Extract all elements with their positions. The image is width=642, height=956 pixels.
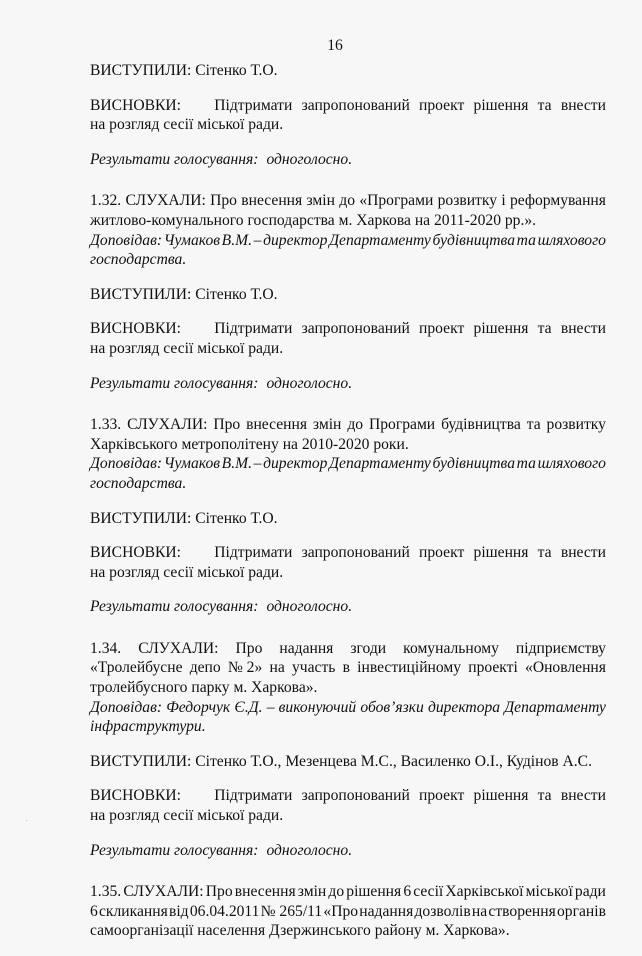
word: рішення [473,787,529,805]
word: обов’язки [360,698,424,716]
heard-text [90,639,606,698]
item-1-33 [90,415,606,617]
vote-value: одноголосно. [266,374,353,392]
justified-line [90,415,606,435]
word: ради [574,883,606,901]
word: проект [419,787,465,805]
word: інвестиційному [357,659,462,677]
word: запропонований [301,96,410,114]
word: 6 [403,883,412,901]
word: – [266,698,275,716]
word: проект [419,544,465,562]
word: Доповідав: [90,455,163,473]
spoke-line: ВИСТУПИЛИ: Сітенко Т.О. [90,62,278,79]
conclusion-first-line [90,786,606,806]
word: шляхового [537,455,606,473]
justified-line [90,231,606,251]
conclusion-rest: на розгляд сесії міської ради. [90,116,284,134]
item-1-35 [90,882,606,941]
spoke-line: ВИСТУПИЛИ: Сітенко Т.О. [90,509,278,527]
word: директор [263,231,328,249]
word: Доповідав: [90,231,163,249]
page-number: 16 [327,37,343,54]
vote-label: Результати голосування: [90,374,259,392]
word: змін [312,416,342,434]
word: запропонований [301,320,410,338]
heard-text [90,882,606,941]
justified-line [90,902,606,922]
item-1-32 [90,191,606,393]
word: СЛУХАЛИ: [125,192,206,210]
word: Програми [368,416,436,434]
item-1-34 [90,639,606,860]
word: Підтримати [214,96,293,114]
word: 1.33. [90,416,122,434]
word: до [328,883,345,901]
word: змін [306,192,335,210]
vote-result [90,841,606,861]
word: запропонований [301,787,410,805]
word: депо [189,659,221,677]
word: будівництва [441,416,521,434]
word: скликання [99,902,168,920]
word: Департаменту [504,698,606,716]
word: на [471,902,488,920]
word: реформування [509,192,606,210]
word: участь [291,659,336,677]
justified-line [90,658,606,678]
word: СЛУХАЛИ: [127,416,208,434]
word: Є.Д. [234,698,263,716]
word: розвитку [437,192,498,210]
reporter-text [90,454,606,493]
word: в [342,659,350,677]
word: змін [297,883,327,901]
word: запропонований [301,544,410,562]
word: В.М. [221,231,252,249]
conclusion-rest: на розгляд сесії міської ради. [90,339,284,357]
word: 6 [90,902,98,920]
conclusion-rest: на розгляд сесії міської ради. [90,807,284,825]
word: рішення [473,96,529,114]
word: надання [359,902,414,920]
scan-speck [26,820,27,821]
word: від [168,902,189,920]
word: рішення [473,320,529,338]
word: Про [210,192,237,210]
conclusion [90,96,606,135]
word: Підтримати [214,320,293,338]
word: та [537,787,552,805]
reporter-text [90,231,606,270]
word: проект [419,96,465,114]
word: 06.04.2011 [189,902,260,920]
word: розвитку [546,416,606,434]
text-line: тролейбусного парку м. Харкова». [90,679,318,697]
word: комунальному [403,639,499,657]
word: згоди [350,639,387,657]
word: до [339,192,356,210]
word: № 2» [227,659,263,677]
item-1-31-tail [90,61,606,169]
document-body [90,61,606,956]
word: рішення [473,544,529,562]
word: Чумаков [163,455,221,473]
vote-label: Результати голосування: [90,841,259,859]
word: 1.35. [90,883,122,901]
word: до [347,416,364,434]
word: внесення [234,883,296,901]
conclusion-label: ВИСНОВКИ: [90,320,181,338]
justified-line [90,698,606,718]
word: Федорчук [166,698,231,716]
word: внести [560,544,606,562]
word: Департаменту [329,231,431,249]
word: 1.34. [90,639,122,657]
justified-line [90,191,606,211]
word: «Тролейбусне [90,659,183,677]
conclusion [90,786,606,825]
word: органів [557,902,606,920]
heard-text [90,191,606,230]
item-heading [90,415,606,493]
spoke-line: ВИСТУПИЛИ: Сітенко Т.О., Мезенцева М.С., Василенко О.І., Кудінов А.С. [90,752,592,770]
word: виконуючий [278,698,357,716]
spoke-line: ВИСТУПИЛИ: Сітенко Т.О. [90,285,278,303]
conclusion [90,319,606,358]
word: та [537,544,552,562]
vote-result [90,150,606,170]
justified-line [90,882,606,902]
word: на [269,659,285,677]
word: внести [560,96,606,114]
word: внести [560,787,606,805]
word: внесення [246,416,308,434]
item-heading [90,191,606,269]
word: і [501,192,506,210]
item-heading [90,882,606,941]
heard-text [90,415,606,454]
word: підприємству [515,639,606,657]
word: та [526,416,541,434]
word: Харківської [445,883,524,901]
word: та [537,96,552,114]
word: та [516,231,536,249]
conclusion-first-line [90,96,606,116]
justified-line [90,639,606,659]
word: – [253,231,262,249]
vote-value: одноголосно. [266,598,353,616]
word: Про [235,639,263,657]
word: 1.32. [90,192,122,210]
text-line: інфраструктури. [90,718,206,736]
vote-label: Результати голосування: [90,598,259,616]
word: Підтримати [214,787,293,805]
text-line: господарства. [90,474,187,492]
text-line: Харківського метрополітену на 2010-2020 роки. [90,435,409,453]
vote-value: одноголосно. [266,841,353,859]
word: СЛУХАЛИ: [138,639,219,657]
text-line: господарства. [90,251,187,269]
word: проекті [468,659,518,677]
word: директора [427,698,501,716]
word: внесення [241,192,303,210]
word: «Про [323,902,359,920]
conclusion-first-line [90,319,606,339]
word: В.М. [221,455,252,473]
text-line: самоорганізації населення Дзержинського району м. Харкова». [90,922,510,940]
word: Про [205,883,233,901]
word: Про [213,416,241,434]
word: внести [560,320,606,338]
conclusion-first-line [90,543,606,563]
word: проект [419,320,465,338]
word: надання [279,639,334,657]
conclusion-label: ВИСНОВКИ: [90,96,181,114]
word: будівництва [432,455,516,473]
word: «Оновлення [525,659,606,677]
vote-label: Результати голосування: [90,150,259,168]
word: міської [525,883,573,901]
word: – [253,455,262,473]
conclusion-rest: на розгляд сесії міської ради. [90,563,284,581]
word: Підтримати [214,544,293,562]
text-line: житлово-комунального господарства м. Харкова на 2011-2020 рр.». [90,211,537,229]
word: СЛУХАЛИ: [123,883,204,901]
word: Чумаков [163,231,221,249]
word: будівництва [432,231,516,249]
word: створення [488,902,556,920]
justified-line [90,454,606,474]
conclusion [90,543,606,582]
item-heading [90,639,606,737]
reporter-text [90,698,606,737]
word: Департаменту [329,455,431,473]
vote-value: одноголосно. [266,150,353,168]
word: «Програми [359,192,434,210]
vote-result [90,374,606,394]
word: шляхового [537,231,606,249]
word: та [516,455,536,473]
word: сесії [413,883,444,901]
conclusion-label: ВИСНОВКИ: [90,544,181,562]
word: № 265/11 [260,902,323,920]
word: рішення [346,883,402,901]
word: Доповідав: [90,698,163,716]
word: дозволів [414,902,471,920]
vote-result [90,597,606,617]
word: та [537,320,552,338]
word: директор [263,455,328,473]
conclusion-label: ВИСНОВКИ: [90,787,181,805]
